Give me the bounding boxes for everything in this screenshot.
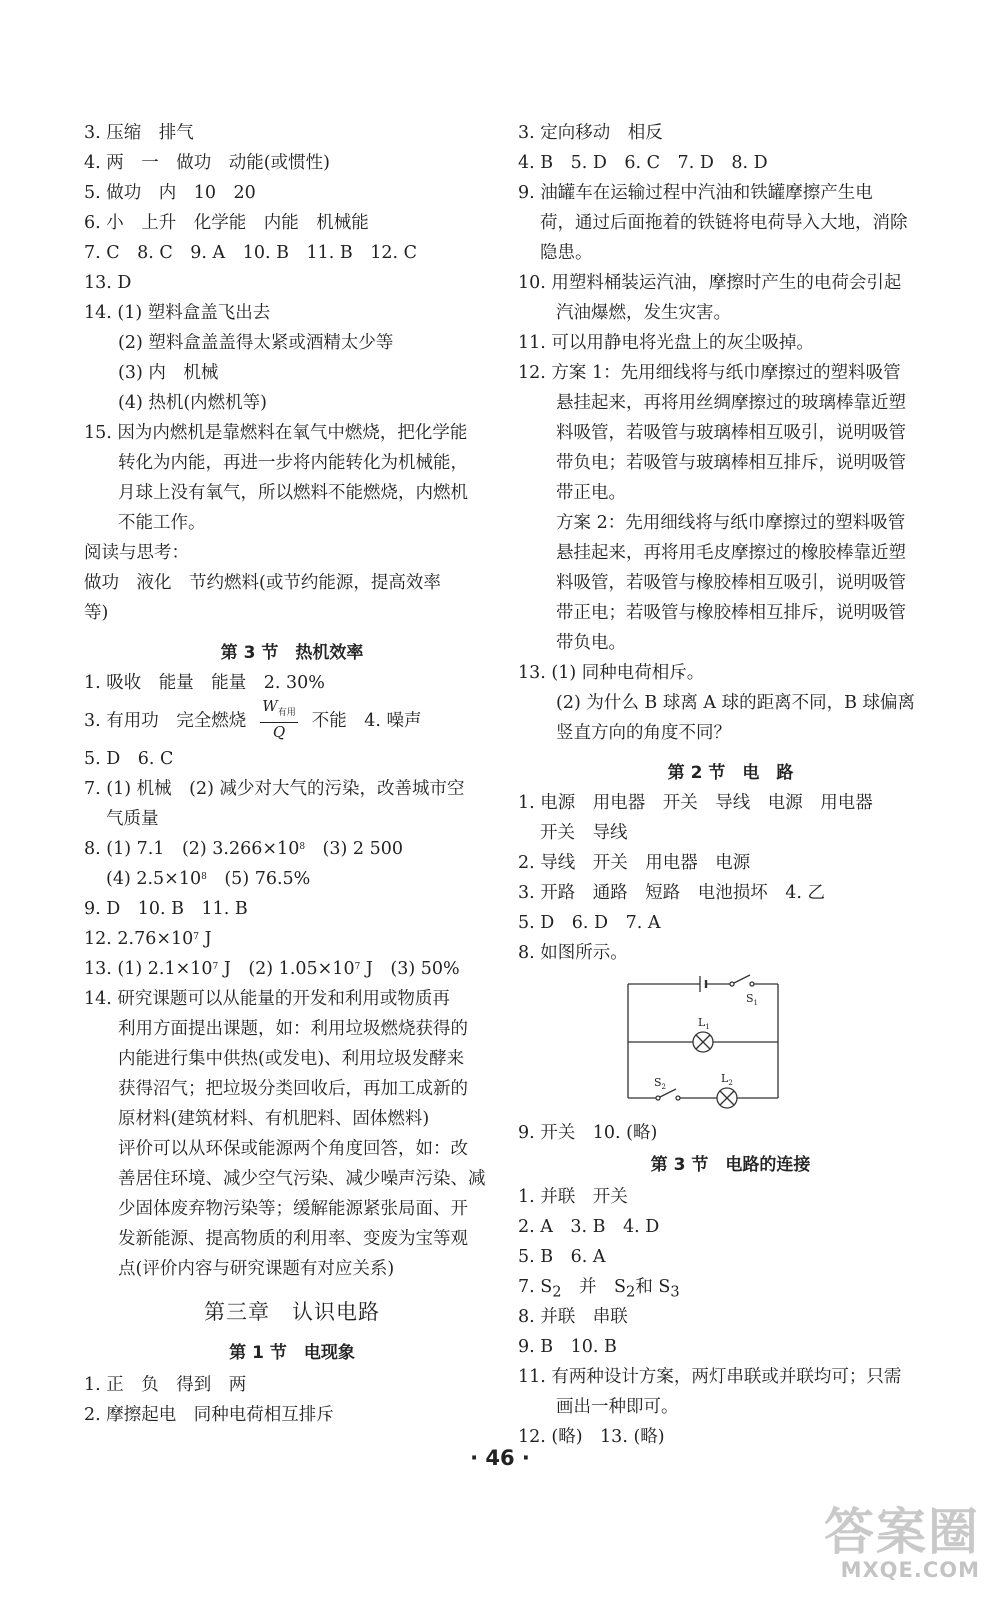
answer-line: 13. (1) 同种电荷相斥。	[518, 663, 705, 683]
answer-line: 料吸管，若吸管与橡胶棒相互吸引，说明吸管	[556, 573, 906, 593]
answer-line: 汽油爆燃，发生灾害。	[556, 303, 731, 323]
answer-line: 发新能源、提高物质的利用率、变废为宝等观	[118, 1229, 468, 1249]
efficiency-fraction	[260, 698, 297, 741]
fraction-numerator	[260, 698, 297, 723]
answer-line: 不能工作。	[118, 513, 206, 533]
answer-line: 竖直方向的角度不同？	[556, 723, 731, 743]
answer-line: 12. (略) 13. (略)	[518, 1427, 665, 1447]
answer-text: 12. 2.76×10	[84, 929, 194, 949]
subscript: 3	[670, 1283, 680, 1301]
answer-line: 阅读与思考：	[84, 543, 189, 563]
answer-line: 1. 吸收 能量 能量 2. 30%	[84, 673, 325, 693]
left-column	[84, 118, 500, 1430]
answer-line: 内能进行集中供热(或发电)、利用垃圾发酵来	[118, 1049, 465, 1069]
answer-line: 3. 定向移动 相反	[518, 123, 663, 143]
answer-line	[84, 864, 500, 894]
fraction-denominator: Q	[272, 723, 286, 741]
subscript: 2	[626, 1283, 636, 1301]
watermark-url: MXQE.COM	[840, 1558, 980, 1582]
answer-line: 带负电；若吸管与玻璃棒相互排斥，说明吸管	[556, 453, 906, 473]
answer-text: J	[199, 929, 212, 949]
answer-line: 10. 用塑料桶装运汽油，摩擦时产生的电荷会引起	[518, 273, 902, 293]
answer-line	[84, 924, 500, 954]
switch-contact	[676, 1096, 680, 1100]
answer-line: 8. 如图所示。	[518, 943, 628, 963]
answer-line: 7. (1) 机械 (2) 减少对大气的污染，改善城市空	[84, 779, 465, 799]
answer-line: 善居住环境、减少空气污染、减少噪声污染、减	[118, 1169, 486, 1189]
label-l1: $L_1$	[698, 1016, 710, 1031]
answer-line: 15. 因为内燃机是靠燃料在氧气中燃烧，把化学能	[84, 423, 468, 443]
answer-line: 14. 研究课题可以从能量的开发和利用或物质再	[84, 989, 450, 1009]
answer-line: 9. 油罐车在运输过程中汽油和铁罐摩擦产生电	[518, 183, 873, 203]
switch-contact	[730, 982, 734, 986]
watermark-logo	[824, 1492, 980, 1582]
answer-text: (4) 2.5×10	[106, 869, 202, 889]
answer-line: 料吸管，若吸管与玻璃棒相互吸引，说明吸管	[556, 423, 906, 443]
label-s2: $S_2$	[654, 1076, 667, 1091]
answer-line: 14. (1) 塑料盒盖飞出去	[84, 303, 271, 323]
answer-line: 5. D 6. C	[84, 749, 174, 769]
answer-line: 原材料(建筑材料、有机肥料、固体燃料)	[118, 1109, 430, 1129]
answer-line: 做功 液化 节约燃料(或节约能源，提高效率	[84, 573, 441, 593]
answer-line: 9. 开关 10. (略)	[518, 1123, 658, 1143]
answer-text: 并 S	[561, 1277, 627, 1297]
answer-line: 获得沼气；把垃圾分类回收后，再加工成新的	[118, 1079, 468, 1099]
answer-line: 3. 开路 通路 短路 电池损坏 4. 乙	[518, 883, 826, 903]
answer-line: 13. D	[84, 273, 132, 293]
answer-text: (5) 76.5%	[206, 869, 311, 889]
answer-line: 5. D 6. D 7. A	[518, 913, 661, 933]
answer-line: 方案 2：先用细线将与纸巾摩擦过的塑料吸管	[556, 513, 906, 533]
answer-text: J (2) 1.05×10	[218, 959, 355, 979]
answer-line	[518, 1272, 943, 1302]
answer-line: 利用方面提出课题，如：利用垃圾燃烧获得的	[118, 1019, 468, 1039]
answer-line: 6. 小 上升 化学能 内能 机械能	[84, 213, 369, 233]
switch-contact	[750, 982, 754, 986]
page-number: · 46 ·	[470, 1446, 530, 1470]
answer-text: 不能 4. 噪声	[311, 711, 422, 731]
answer-text: 13. (1) 2.1×10	[84, 959, 213, 979]
switch-contact	[656, 1096, 660, 1100]
exponent: 7	[354, 962, 361, 972]
answer-line: 开关 导线	[540, 823, 628, 843]
answer-line: 5. 做功 内 10 20	[84, 183, 256, 203]
section-heading: 第 2 节 电 路	[667, 763, 794, 783]
answer-line: 9. B 10. B	[518, 1337, 617, 1357]
answer-line: (2) 塑料盒盖盖得太紧或酒精太少等	[118, 333, 394, 353]
right-column	[518, 118, 943, 1452]
label-s1: $S_1$	[746, 992, 759, 1007]
answer-text: 8. (1) 7.1 (2) 3.266×10	[84, 839, 300, 859]
answer-line: 9. D 10. B 11. B	[84, 899, 248, 919]
answer-line: 悬挂起来，再将用丝绸摩擦过的玻璃棒靠近塑	[556, 393, 906, 413]
answer-line: 8. 并联 串联	[518, 1307, 628, 1327]
answer-text: 3. 有用功 完全燃烧	[84, 711, 247, 731]
answer-line	[84, 834, 500, 864]
label-l2: $L_2$	[721, 1072, 733, 1087]
exponent: 7	[193, 932, 200, 942]
exponent: 8	[201, 872, 207, 882]
answer-line: 1. 并联 开关	[518, 1187, 628, 1207]
answer-line: 带负电。	[556, 633, 626, 653]
answer-line: 悬挂起来，再将用毛皮摩擦过的橡胶棒靠近塑	[556, 543, 906, 563]
answer-text: 7. S	[518, 1277, 553, 1297]
answer-line: 1. 正 负 得到 两	[84, 1375, 247, 1395]
answer-line: 11. 可以用静电将光盘上的灰尘吸掉。	[518, 333, 814, 353]
answer-line	[84, 698, 500, 744]
answer-line: 带正电；若吸管与橡胶棒相互排斥，说明吸管	[556, 603, 906, 623]
circuit-diagram-svg	[618, 970, 788, 1110]
answer-text: J (3) 50%	[360, 959, 460, 979]
answer-line: 荷，通过后面拖着的铁链将电荷导入大地，消除	[540, 213, 908, 233]
switch-s1-lever	[734, 975, 750, 983]
watermark-text: 答案圈	[824, 1503, 980, 1561]
answer-line: 转化为内能，再进一步将内能转化为机械能，	[118, 453, 468, 473]
answer-line: (2) 为什么 B 球离 A 球的距离不同，B 球偏离	[556, 693, 916, 713]
chapter-title: 第三章 认识电路	[204, 1300, 380, 1324]
answer-line: 气质量	[106, 809, 159, 829]
answer-line	[84, 954, 500, 984]
answer-line: 评价可以从环保或能源两个角度回答，如：改	[118, 1139, 468, 1159]
answer-text: (3) 2 500	[305, 839, 404, 859]
answer-line: (4) 热机(内燃机等)	[118, 393, 268, 413]
answer-line: 画出一种即可。	[556, 1397, 679, 1417]
answer-line: 带正电。	[556, 483, 626, 503]
exponent: 7	[212, 962, 219, 972]
answer-line: 等)	[84, 603, 109, 623]
answer-text: 和 S	[635, 1277, 671, 1297]
circuit-diagram	[518, 968, 943, 1118]
answer-line: 少固体废弃物污染等；缓解能源紧张局面、开	[118, 1199, 468, 1219]
answer-line: 11. 有两种设计方案，两灯串联或并联均可；只需	[518, 1367, 902, 1387]
answer-line: 1. 电源 用电器 开关 导线 电源 用电器	[518, 793, 873, 813]
answer-line: 7. C 8. C 9. A 10. B 11. B 12. C	[84, 243, 417, 263]
answer-line: 5. B 6. A	[518, 1247, 606, 1267]
answer-line: 点(评价内容与研究课题有对应关系)	[118, 1259, 395, 1279]
answer-line: 4. B 5. D 6. C 7. D 8. D	[518, 153, 768, 173]
section-heading: 第 3 节 电路的连接	[650, 1155, 811, 1175]
answer-line: 3. 压缩 排气	[84, 123, 194, 143]
answer-line: 2. 导线 开关 用电器 电源	[518, 853, 751, 873]
exponent: 8	[299, 842, 306, 852]
answer-line: 12. 方案 1：先用细线将与纸巾摩擦过的塑料吸管	[518, 363, 901, 383]
answer-line: (3) 内 机械	[118, 363, 219, 383]
answer-line: 月球上没有氧气，所以燃料不能燃烧，内燃机	[118, 483, 468, 503]
section-heading: 第 3 节 热机效率	[220, 643, 364, 663]
subscript: 2	[552, 1283, 562, 1301]
answer-line: 2. A 3. B 4. D	[518, 1217, 660, 1237]
answer-line: 4. 两 一 做功 动能(或惯性)	[84, 153, 330, 173]
fraction-symbol: W	[262, 697, 278, 715]
answer-line: 隐患。	[540, 243, 593, 263]
section-heading: 第 1 节 电现象	[229, 1343, 355, 1363]
answer-line: 2. 摩擦起电 同种电荷相互排斥	[84, 1405, 334, 1425]
fraction-subscript: 有用	[277, 708, 296, 718]
